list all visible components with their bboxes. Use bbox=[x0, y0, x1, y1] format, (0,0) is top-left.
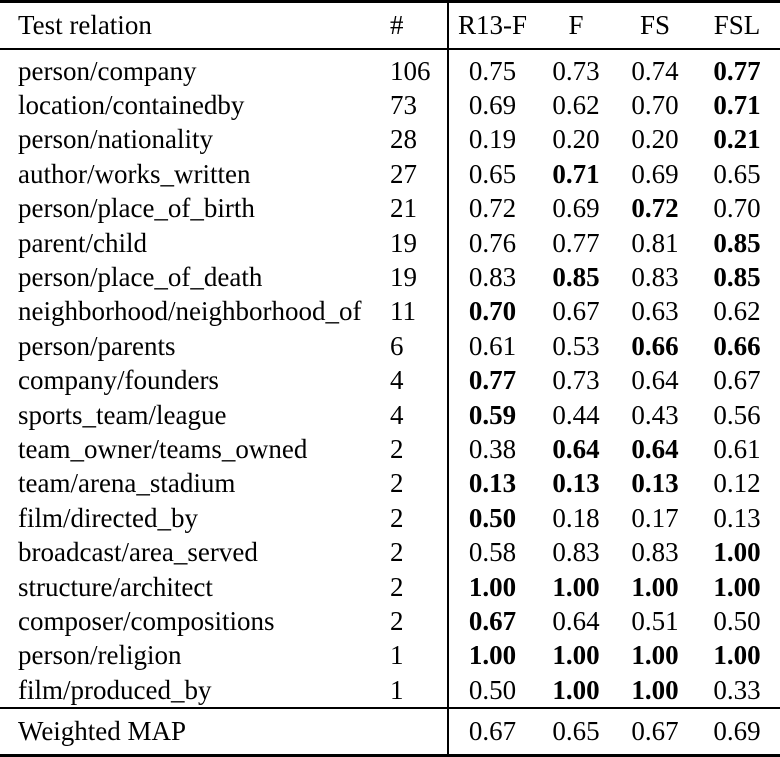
count-cell: 73 bbox=[390, 90, 417, 121]
score-cell-r13f: 0.72 bbox=[448, 192, 536, 226]
score-cell-fsl: 0.21 bbox=[713, 124, 761, 155]
footer-score-r13f: 0.67 bbox=[448, 708, 536, 756]
count-cell: 2 bbox=[390, 433, 404, 464]
score-cell-fsl: 0.12 bbox=[713, 468, 761, 499]
score-cell-r13f: 0.83 bbox=[448, 260, 536, 294]
score-cell-f: 0.13 bbox=[552, 468, 600, 499]
score-cell-f: 0.73 bbox=[552, 365, 600, 396]
column-header-count: # bbox=[370, 2, 448, 50]
relation-cell: team_owner/teams_owned bbox=[18, 433, 308, 464]
score-cell-fsl: 0.85 bbox=[713, 227, 761, 258]
score-cell-fs: 0.63 bbox=[631, 296, 679, 327]
score-cell-fs: 0.72 bbox=[631, 193, 679, 224]
score-cell-f: 0.62 bbox=[552, 90, 600, 121]
score-cell-fsl: 0.61 bbox=[713, 433, 761, 464]
relation-cell: person/company bbox=[18, 55, 197, 86]
score-cell-f: 0.83 bbox=[552, 537, 600, 568]
score-cell-fsl: 1.00 bbox=[713, 537, 761, 568]
score-cell-fs: 0.43 bbox=[631, 399, 679, 430]
score-cell-f: 0.85 bbox=[552, 262, 600, 293]
table-row bbox=[0, 157, 780, 191]
score-cell-fsl: 0.62 bbox=[713, 296, 761, 327]
relation-cell: sports_team/league bbox=[18, 399, 227, 430]
count-cell: 28 bbox=[390, 124, 417, 155]
table-row bbox=[0, 226, 780, 260]
score-cell-r13f: 0.61 bbox=[448, 329, 536, 363]
relation-cell: film/directed_by bbox=[18, 502, 198, 533]
score-cell-fsl: 0.33 bbox=[713, 674, 761, 705]
column-header-r13f: R13-F bbox=[448, 2, 536, 50]
score-cell-fs: 0.51 bbox=[631, 605, 679, 636]
score-cell-fs: 0.74 bbox=[631, 55, 679, 86]
table-row bbox=[0, 432, 780, 466]
count-cell: 1 bbox=[390, 674, 404, 705]
relation-cell: parent/child bbox=[18, 227, 147, 258]
score-cell-fsl: 0.77 bbox=[713, 55, 761, 86]
score-cell-r13f: 0.70 bbox=[448, 295, 536, 329]
table-row bbox=[0, 535, 780, 569]
score-cell-fsl: 0.67 bbox=[713, 365, 761, 396]
score-cell-f: 1.00 bbox=[552, 674, 600, 705]
score-cell-fsl: 1.00 bbox=[713, 571, 761, 602]
column-header-f: F bbox=[536, 2, 616, 50]
column-header-fs: FS bbox=[616, 2, 694, 50]
score-cell-r13f: 0.50 bbox=[448, 673, 536, 708]
table-row bbox=[0, 467, 780, 501]
relation-cell: structure/architect bbox=[18, 571, 213, 602]
score-cell-f: 0.64 bbox=[552, 433, 600, 464]
score-cell-f: 0.67 bbox=[552, 296, 600, 327]
score-cell-fs: 0.17 bbox=[631, 502, 679, 533]
score-cell-fsl: 0.66 bbox=[713, 330, 761, 361]
table-row bbox=[0, 673, 780, 708]
count-cell: 1 bbox=[390, 640, 404, 671]
score-cell-fs: 0.13 bbox=[631, 468, 679, 499]
score-cell-fs: 0.66 bbox=[631, 330, 679, 361]
table-body bbox=[0, 49, 780, 708]
score-cell-f: 0.71 bbox=[552, 158, 600, 189]
table-row bbox=[0, 604, 780, 638]
score-cell-fs: 1.00 bbox=[631, 674, 679, 705]
column-header-fsl: FSL bbox=[694, 2, 780, 50]
table-row bbox=[0, 49, 780, 88]
score-cell-fs: 0.70 bbox=[631, 90, 679, 121]
count-cell: 19 bbox=[390, 262, 417, 293]
score-cell-r13f: 0.50 bbox=[448, 501, 536, 535]
score-cell-r13f: 0.75 bbox=[448, 49, 536, 88]
score-cell-r13f: 1.00 bbox=[448, 639, 536, 673]
table-row bbox=[0, 398, 780, 432]
header-row bbox=[0, 2, 780, 50]
score-cell-r13f: 0.77 bbox=[448, 364, 536, 398]
score-cell-fsl: 0.50 bbox=[713, 605, 761, 636]
score-cell-fsl: 0.71 bbox=[713, 90, 761, 121]
count-cell: 4 bbox=[390, 399, 404, 430]
score-cell-r13f: 0.67 bbox=[448, 604, 536, 638]
footer-score-fsl: 0.69 bbox=[694, 708, 780, 756]
count-cell: 21 bbox=[390, 193, 417, 224]
score-cell-fsl: 1.00 bbox=[713, 640, 761, 671]
score-cell-fsl: 0.56 bbox=[713, 399, 761, 430]
column-header-test-relation: Test relation bbox=[0, 2, 370, 50]
score-cell-f: 0.20 bbox=[552, 124, 600, 155]
footer-score-f: 0.65 bbox=[536, 708, 616, 756]
score-cell-r13f: 0.65 bbox=[448, 157, 536, 191]
count-cell: 2 bbox=[390, 605, 404, 636]
score-cell-f: 0.73 bbox=[552, 55, 600, 86]
score-cell-r13f: 0.58 bbox=[448, 535, 536, 569]
score-cell-fsl: 0.70 bbox=[713, 193, 761, 224]
table-row bbox=[0, 329, 780, 363]
count-cell: 19 bbox=[390, 227, 417, 258]
score-cell-fs: 1.00 bbox=[631, 571, 679, 602]
relation-cell: person/nationality bbox=[18, 124, 213, 155]
count-cell: 2 bbox=[390, 502, 404, 533]
relation-cell: film/produced_by bbox=[18, 674, 212, 705]
count-cell: 2 bbox=[390, 537, 404, 568]
score-cell-fs: 0.83 bbox=[631, 537, 679, 568]
score-cell-r13f: 0.69 bbox=[448, 88, 536, 122]
table-row bbox=[0, 192, 780, 226]
score-cell-f: 0.44 bbox=[552, 399, 600, 430]
table-header bbox=[0, 2, 780, 50]
score-cell-fsl: 0.13 bbox=[713, 502, 761, 533]
relation-cell: person/parents bbox=[18, 330, 176, 361]
score-cell-r13f: 0.76 bbox=[448, 226, 536, 260]
score-cell-r13f: 0.13 bbox=[448, 467, 536, 501]
count-cell: 11 bbox=[390, 296, 416, 327]
score-cell-f: 0.69 bbox=[552, 193, 600, 224]
score-cell-fs: 0.83 bbox=[631, 262, 679, 293]
score-cell-f: 1.00 bbox=[552, 640, 600, 671]
count-cell: 27 bbox=[390, 158, 417, 189]
table-row bbox=[0, 88, 780, 122]
relation-cell: location/containedby bbox=[18, 90, 245, 121]
relation-cell: author/works_written bbox=[18, 158, 251, 189]
score-cell-fsl: 0.65 bbox=[713, 158, 761, 189]
count-cell: 2 bbox=[390, 468, 404, 499]
table-row bbox=[0, 364, 780, 398]
relation-cell: neighborhood/neighborhood_of bbox=[18, 296, 362, 327]
count-cell: 106 bbox=[390, 55, 431, 86]
table-footer bbox=[0, 708, 780, 756]
footer-count-cell bbox=[370, 708, 448, 756]
score-cell-fs: 0.69 bbox=[631, 158, 679, 189]
table-row bbox=[0, 570, 780, 604]
score-cell-fs: 0.20 bbox=[631, 124, 679, 155]
count-cell: 2 bbox=[390, 571, 404, 602]
score-cell-fs: 0.64 bbox=[631, 433, 679, 464]
footer-label: Weighted MAP bbox=[0, 708, 370, 756]
footer-score-fs: 0.67 bbox=[616, 708, 694, 756]
relation-cell: composer/compositions bbox=[18, 605, 275, 636]
table-row bbox=[0, 501, 780, 535]
table-row bbox=[0, 123, 780, 157]
relation-cell: person/place_of_death bbox=[18, 262, 263, 293]
score-cell-fs: 1.00 bbox=[631, 640, 679, 671]
table-row bbox=[0, 639, 780, 673]
score-cell-r13f: 1.00 bbox=[448, 570, 536, 604]
score-cell-f: 1.00 bbox=[552, 571, 600, 602]
relation-cell: team/arena_stadium bbox=[18, 468, 236, 499]
relation-cell: broadcast/area_served bbox=[18, 537, 258, 568]
score-cell-f: 0.77 bbox=[552, 227, 600, 258]
score-cell-f: 0.53 bbox=[552, 330, 600, 361]
table-row bbox=[0, 295, 780, 329]
score-cell-fs: 0.81 bbox=[631, 227, 679, 258]
score-cell-fsl: 0.85 bbox=[713, 262, 761, 293]
footer-row bbox=[0, 708, 780, 756]
score-cell-f: 0.64 bbox=[552, 605, 600, 636]
relation-cell: company/founders bbox=[18, 365, 219, 396]
score-cell-f: 0.18 bbox=[552, 502, 600, 533]
score-cell-r13f: 0.59 bbox=[448, 398, 536, 432]
count-cell: 6 bbox=[390, 330, 404, 361]
count-cell: 4 bbox=[390, 365, 404, 396]
score-cell-r13f: 0.19 bbox=[448, 123, 536, 157]
relation-cell: person/place_of_birth bbox=[18, 193, 255, 224]
relation-cell: person/religion bbox=[18, 640, 182, 671]
score-cell-fs: 0.64 bbox=[631, 365, 679, 396]
score-cell-r13f: 0.38 bbox=[448, 432, 536, 466]
table-row bbox=[0, 260, 780, 294]
